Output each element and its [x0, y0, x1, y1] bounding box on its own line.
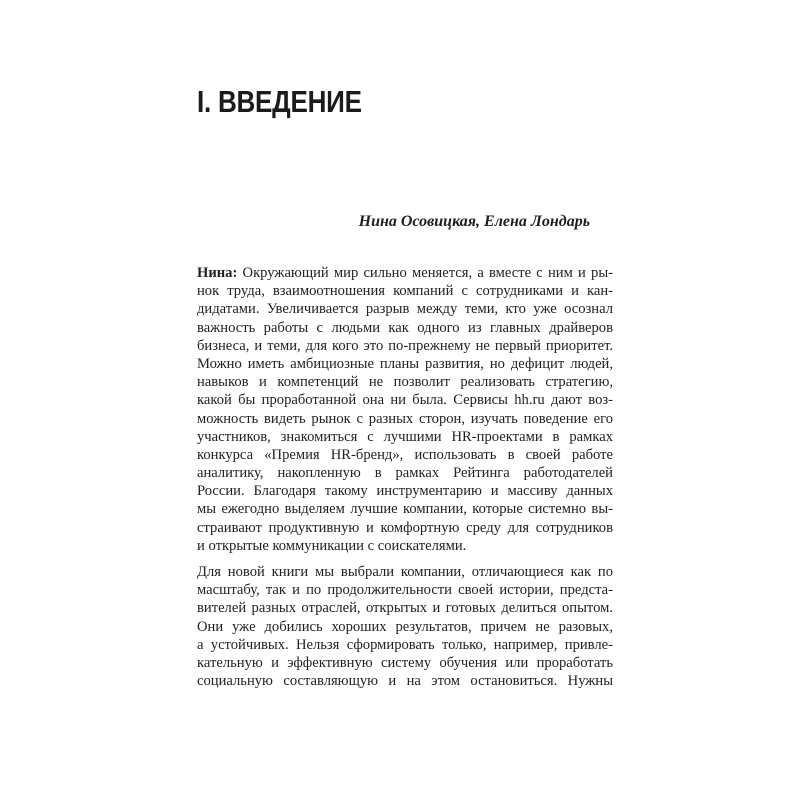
text-line: мы ежегодно выделяем лучшие компании, которые системно вы-	[197, 501, 613, 518]
text-line: аналитику, накопленную в рамках Рейтинга работодателей	[197, 465, 613, 482]
text-line: конкурса «Премия HR-бренд», использовать в своей работе	[197, 446, 613, 463]
text-line: бизнеса, и теми, для кого это по-прежнему не первый приоритет.	[197, 337, 613, 354]
chapter-title: I. ВВЕДЕНИЕ	[197, 84, 362, 119]
text-line: участников, знакомиться с лучшими HR-проектами в рамках	[197, 428, 613, 445]
text-line: страивают продуктивную и комфортную среду для сотрудников	[197, 519, 613, 536]
paragraph-book-selection	[197, 563, 613, 690]
text-line: дидатами. Увеличивается разрыв между теми, кто уже осознал	[197, 301, 613, 318]
text-line: России. Благодаря такому инструментарию и массиву данных	[197, 483, 613, 500]
text-line: масштабу, так и по продолжительности своей истории, предста-	[197, 582, 613, 599]
text-line: а устойчивых. Нельзя сформировать только, например, привле-	[197, 636, 613, 653]
text-line: навыков и компетенций не позволит реализовать стратегию,	[197, 374, 613, 391]
text-line: кательную и эффективную систему обучения или проработать	[197, 654, 613, 671]
text-line: Они уже добились хороших результатов, причем не разовых,	[197, 618, 613, 635]
paragraph-intro-nina	[197, 264, 613, 555]
text-line: Можно иметь амбициозные планы развития, но дефицит людей,	[197, 355, 613, 372]
text-line: вителей разных отраслей, открытых и готовых делиться опытом.	[197, 600, 613, 617]
text-line: какой бы проработанной она ни была. Сервисы hh.ru дают воз-	[197, 392, 613, 409]
text-line: и открытые коммуникации с соискателями.	[197, 537, 467, 554]
authors-byline: Нина Осовицкая, Елена Лондарь	[358, 213, 590, 230]
text-line: социальную составляющую и на этом остановиться. Нужны	[197, 673, 613, 690]
text-line: нок труда, взаимоотношения компаний с сотрудниками и кан-	[197, 283, 613, 300]
body-text	[197, 264, 613, 690]
speaker-name: Нина:	[197, 265, 238, 281]
text-line: Для новой книги мы выбрали компании, отличающиеся как по	[197, 564, 613, 580]
text-line: можность видеть рынок с разных сторон, изучать поведение его	[197, 410, 613, 427]
text-line: Нина: Окружающий мир сильно меняется, а вместе с ним и ры-	[197, 265, 613, 281]
text-line: важность работы с людьми как одного из главных драйверов	[197, 319, 613, 336]
